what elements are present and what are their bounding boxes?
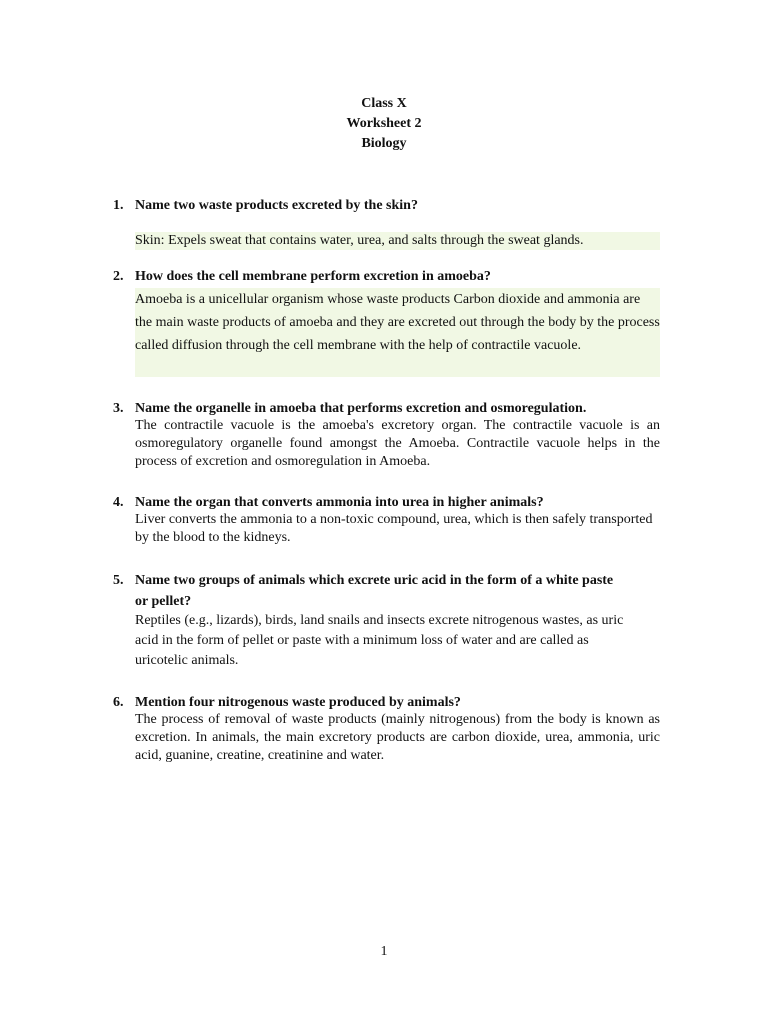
answer-2: Amoeba is a unicellular organism whose waste products Carbon dioxide and ammonia are the main waste products of amoeba and they are excreted out through the body by the process called diffusion through the cell membrane with the help of contractile vacuole. xyxy=(135,288,660,377)
question-number: 1. xyxy=(113,198,124,213)
question-number: 6. xyxy=(113,695,124,710)
question-text: Name two waste products excreted by the skin? xyxy=(135,198,418,213)
question-text: Name two groups of animals which excrete uric acid in the form of a white paste or pellet? xyxy=(135,573,614,609)
question-text: How does the cell membrane perform excretion in amoeba? xyxy=(135,269,491,284)
question-3 xyxy=(113,399,661,419)
worksheet-title: Worksheet 2 xyxy=(346,116,422,131)
class-title: Class X xyxy=(361,96,407,111)
subject-title: Biology xyxy=(361,136,407,151)
question-2 xyxy=(113,267,661,287)
answer-3: The contractile vacuole is the amoeba's excretory organ. The contractile vacuole is an osmoregulatory organelle found amongst the Amoeba. Contractile vacuole helps in the process of excretion and osmoregulation in Amoeba. xyxy=(135,418,660,469)
question-number: 4. xyxy=(113,495,124,510)
answer-4: Liver converts the ammonia to a non-toxic compound, urea, which is then safely transported by the blood to the kidneys. xyxy=(135,512,653,545)
question-number: 2. xyxy=(113,269,124,284)
question-6 xyxy=(113,693,661,713)
question-number: 5. xyxy=(113,573,124,588)
question-4 xyxy=(113,493,661,513)
question-text: Mention four nitrogenous waste produced by animals? xyxy=(135,695,461,710)
question-number: 3. xyxy=(113,401,124,416)
page-number: 1 xyxy=(380,944,388,959)
question-text: Name the organ that converts ammonia into urea in higher animals? xyxy=(135,495,544,510)
question-text: Name the organelle in amoeba that performs excretion and osmoregulation. xyxy=(135,401,587,416)
answer-6: The process of removal of waste products (mainly nitrogenous) from the body is known as excretion. In animals, the main excretory products are carbon dioxide, urea, ammonia, uric acid, guanine, creatine, creatinine and water. xyxy=(135,712,660,763)
answer-5: Reptiles (e.g., lizards), birds, land snails and insects excrete nitrogenous wastes, as uric acid in the form of pellet or paste with a minimum loss of water and are called as uricotelic animals. xyxy=(135,613,624,668)
answer-1: Skin: Expels sweat that contains water, urea, and salts through the sweat glands. xyxy=(135,232,660,250)
worksheet-header xyxy=(0,94,768,154)
question-1 xyxy=(113,196,661,216)
